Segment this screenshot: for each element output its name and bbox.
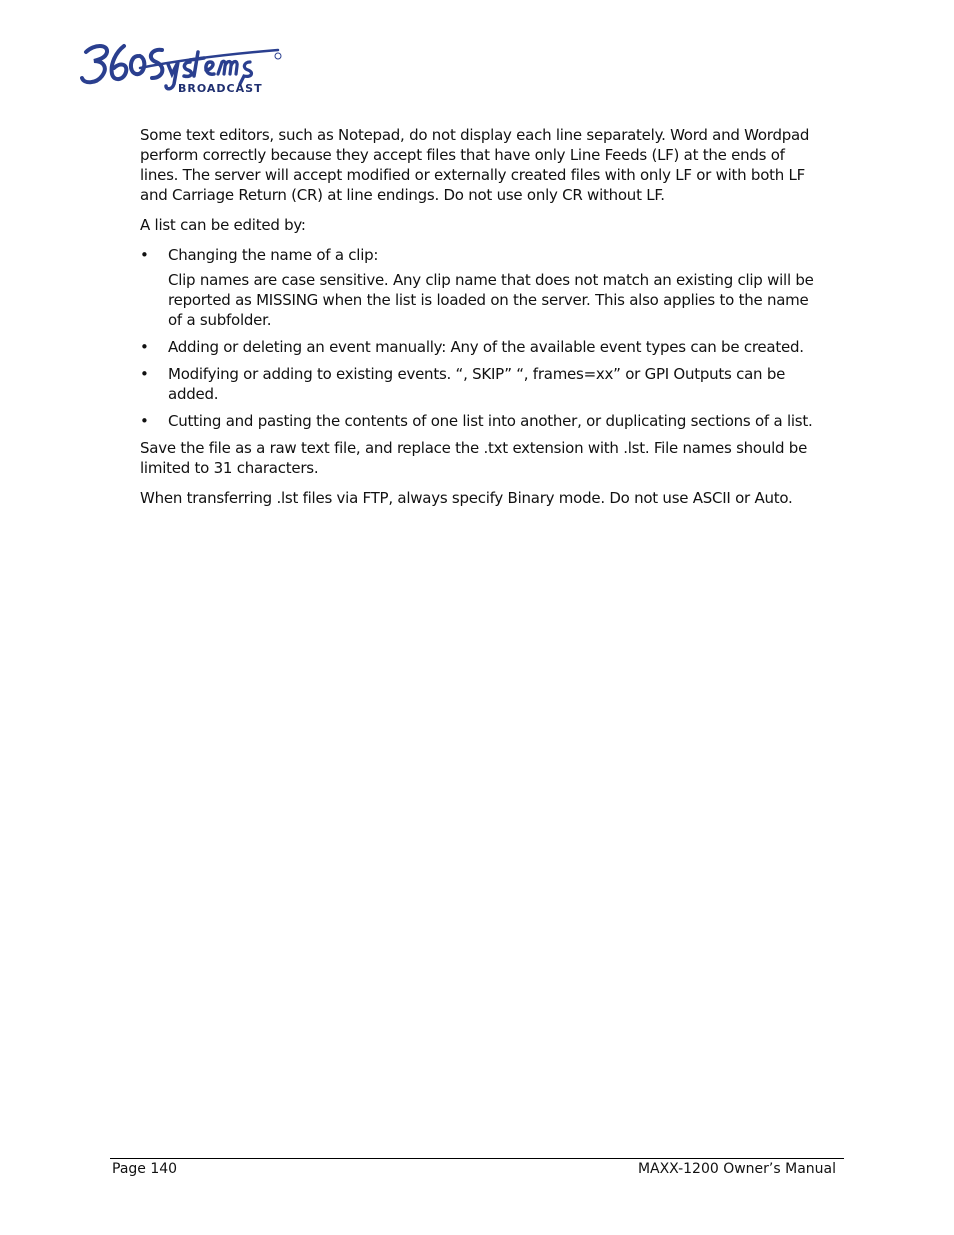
paragraph-list-intro: A list can be edited by: (140, 216, 306, 234)
bullet-icon: • (140, 412, 149, 430)
page-body (140, 125, 820, 518)
bullet-icon: • (140, 246, 149, 264)
paragraph-save-file: Save the file as a raw text file, and replace the .txt extension with .lst. File names should be limited to 31 characters. (140, 439, 808, 477)
bullet-icon: • (140, 338, 149, 356)
list-item (140, 337, 820, 357)
list-item-text: Modifying or adding to existing events. “, SKIP” “, frames=xx” or GPI Outputs can be added. (168, 365, 786, 403)
list-item (140, 364, 820, 404)
paragraph-ftp-transfer: When transferring .lst files via FTP, always specify Binary mode. Do not use ASCII or Auto. (140, 489, 793, 507)
paragraph-line-endings: Some text editors, such as Notepad, do not display each line separately. Word and Wordpad perform correctly because they accept files that have only Line Feeds (LF) at the ends of lines. The server will accept modified or externally created files with only LF or with both LF and Carriage Return (CR) at line endings. Do not use only CR without LF. (140, 126, 810, 204)
list-item-text: Cutting and pasting the contents of one list into another, or duplicating sections of a list. (168, 412, 813, 430)
company-logo (80, 38, 285, 96)
list-item (140, 245, 820, 330)
list-item-detail: Clip names are case sensitive. Any clip name that does not match an existing clip will be reported as MISSING when the list is loaded on the server. This also applies to the name of a subfolder. (168, 271, 814, 329)
list-item-text: Adding or deleting an event manually: Any of the available event types can be created. (168, 338, 804, 356)
edit-methods-list (140, 245, 820, 431)
logo-sub-text: BROADCAST (178, 82, 263, 95)
bullet-icon: • (140, 365, 149, 383)
footer-divider (110, 1158, 844, 1159)
page-number: Page 140 (112, 1161, 178, 1177)
list-item-text: Changing the name of a clip: (168, 246, 379, 264)
manual-title: MAXX-1200 Owner’s Manual (637, 1161, 836, 1177)
list-item (140, 411, 820, 431)
